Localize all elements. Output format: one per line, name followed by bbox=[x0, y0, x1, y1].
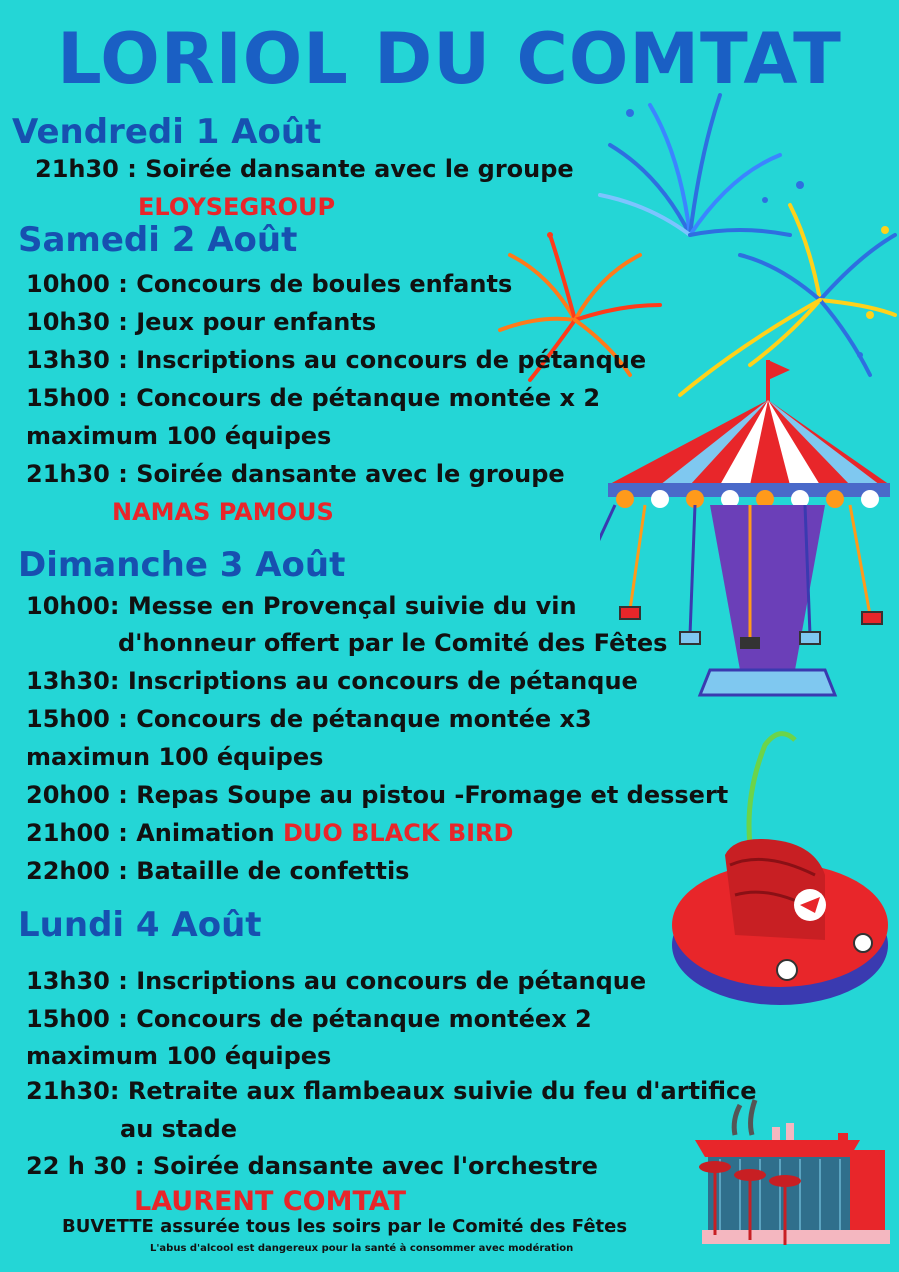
event-time: 21h30 : bbox=[26, 460, 128, 488]
event-text: Soirée dansante avec le groupe bbox=[145, 155, 574, 183]
event-text: maximun 100 équipes bbox=[26, 743, 324, 771]
event-text: Soirée dansante avec l'orchestre bbox=[152, 1152, 598, 1180]
list-item bbox=[26, 819, 513, 847]
list-item bbox=[26, 592, 577, 620]
event-time: 15h00 : bbox=[26, 384, 128, 412]
list-item bbox=[26, 667, 638, 695]
day-heading-lundi: Lundi 4 Août bbox=[18, 905, 262, 945]
event-text: maximum 100 équipes bbox=[26, 1042, 332, 1070]
buvette-notice: BUVETTE assurée tous les soirs par le Comité des Fêtes bbox=[62, 1216, 628, 1237]
event-time: 13h30: bbox=[26, 667, 120, 695]
event-text: maximum 100 équipes bbox=[26, 422, 332, 450]
event-text: Concours de pétanque montéex 2 bbox=[136, 1005, 592, 1033]
event-time: 22h00 : bbox=[26, 857, 128, 885]
event-text: Concours de boules enfants bbox=[136, 270, 513, 298]
alcohol-disclaimer: L'abus d'alcool est dangereux pour la santé à consommer avec modération bbox=[150, 1243, 574, 1254]
event-text: au stade bbox=[120, 1115, 238, 1143]
event-time: 15h00 : bbox=[26, 705, 128, 733]
list-item bbox=[118, 629, 667, 657]
list-item bbox=[26, 857, 409, 885]
day-heading-dimanche: Dimanche 3 Août bbox=[18, 545, 346, 585]
list-item bbox=[26, 967, 646, 995]
list-item bbox=[26, 705, 592, 733]
list-item bbox=[26, 1077, 757, 1105]
list-item bbox=[26, 1005, 592, 1033]
event-time: 10h30 : bbox=[26, 308, 128, 336]
list-item bbox=[26, 308, 376, 336]
event-text: Animation bbox=[136, 819, 275, 847]
event-text: Concours de pétanque montée x 2 bbox=[136, 384, 601, 412]
event-text: Retraite aux flambeaux suivie du feu d'artifice bbox=[127, 1077, 757, 1105]
list-item bbox=[26, 422, 331, 450]
list-item bbox=[26, 270, 512, 298]
page-title: LORIOL DU COMTAT bbox=[57, 18, 842, 100]
event-time: 13h30 : bbox=[26, 967, 128, 995]
event-time: 21h30: bbox=[26, 1077, 120, 1105]
list-item bbox=[26, 460, 565, 488]
event-text: Jeux pour enfants bbox=[136, 308, 377, 336]
event-text: Inscriptions au concours de pétanque bbox=[127, 667, 638, 695]
list-item bbox=[35, 155, 574, 183]
list-item bbox=[120, 1115, 237, 1143]
event-text: Inscriptions au concours de pétanque bbox=[136, 346, 647, 374]
list-item bbox=[26, 346, 646, 374]
act-name: ELOYSEGROUP bbox=[138, 193, 336, 221]
event-time: 10h00 : bbox=[26, 270, 128, 298]
event-time: 22 h 30 : bbox=[26, 1152, 145, 1180]
act-name: DUO BLACK BIRD bbox=[282, 819, 514, 847]
list-item bbox=[26, 1042, 331, 1070]
event-time: 20h00 : bbox=[26, 781, 128, 809]
event-time: 10h00: bbox=[26, 592, 120, 620]
event-text: Concours de pétanque montée x3 bbox=[136, 705, 592, 733]
event-time: 15h00 : bbox=[26, 1005, 128, 1033]
list-item bbox=[26, 743, 323, 771]
event-time: 21h00 : bbox=[26, 819, 128, 847]
event-text: Inscriptions au concours de pétanque bbox=[136, 967, 647, 995]
day-heading-samedi: Samedi 2 Août bbox=[18, 220, 298, 260]
event-text: Soirée dansante avec le groupe bbox=[136, 460, 565, 488]
list-item bbox=[26, 1152, 598, 1180]
list-item bbox=[26, 384, 600, 412]
event-text: d'honneur offert par le Comité des Fêtes bbox=[118, 629, 668, 657]
event-text: Repas Soupe au pistou -Fromage et dessert bbox=[136, 781, 729, 809]
event-time: 13h30 : bbox=[26, 346, 128, 374]
day-heading-vendredi: Vendredi 1 Août bbox=[12, 112, 322, 152]
act-name: NAMAS PAMOUS bbox=[112, 498, 334, 526]
event-text: Bataille de confettis bbox=[136, 857, 410, 885]
event-text: Messe en Provençal suivie du vin bbox=[127, 592, 577, 620]
bumper-car-icon bbox=[665, 725, 899, 1025]
act-name: LAURENT COMTAT bbox=[134, 1186, 407, 1217]
bar-counter-icon bbox=[690, 1095, 899, 1255]
event-time: 21h30 : bbox=[35, 155, 137, 183]
list-item bbox=[26, 781, 728, 809]
